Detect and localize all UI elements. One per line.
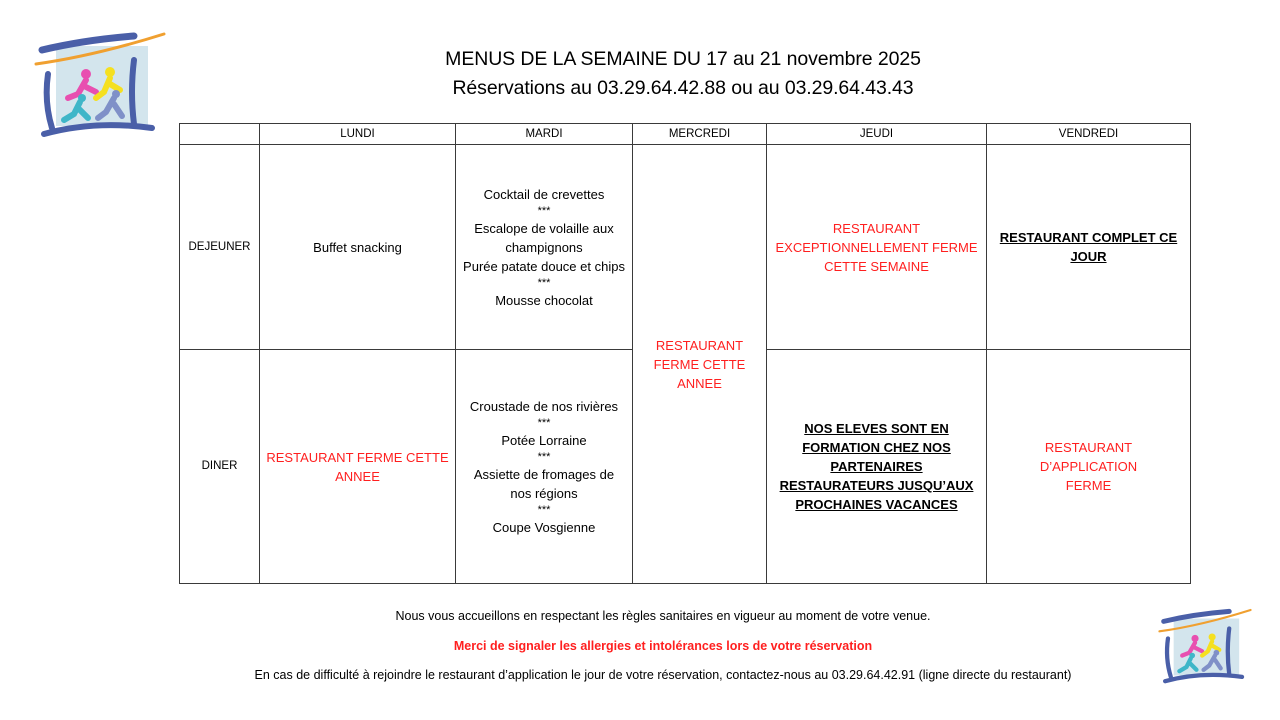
table-row-dejeuner — [180, 145, 1191, 350]
weekly-menu-table — [179, 123, 1191, 584]
column-header-mardi: MARDI — [456, 124, 633, 145]
cell-vendredi-diner: RESTAURANT D’APPLICATION FERME — [987, 350, 1191, 584]
sanitary-rules-note: Nous vous accueillons en respectant les règles sanitaires en vigueur au moment de votre venue. — [395, 609, 931, 623]
dish-starter: Croustade de nos rivières — [469, 398, 619, 414]
course-separator: *** — [537, 276, 551, 289]
allergy-notice: Merci de signaler les allergies et intolérances lors de votre réservation — [453, 639, 873, 653]
page-title: MENUS DE LA SEMAINE DU 17 au 21 novembre 2025 — [445, 48, 921, 70]
course-separator: *** — [537, 503, 551, 516]
cell-lundi-diner: RESTAURANT FERME CETTE ANNEE — [260, 350, 456, 584]
dish-side: Purée patate douce et chips — [463, 258, 625, 274]
dish-cheese: Assiette de fromages de nos régions — [473, 466, 615, 501]
column-header-vendredi: VENDREDI — [987, 124, 1191, 145]
school-restaurant-logo-icon — [34, 32, 166, 140]
cell-jeudi-diner — [767, 350, 987, 584]
table-header-row — [180, 124, 1191, 145]
cell-jeudi-dejeuner: RESTAURANT EXCEPTIONNELLEMENT FERME CETTE SEMAINE — [767, 145, 987, 350]
dish-main: Potée Lorraine — [501, 432, 587, 448]
cell-mardi-diner — [456, 350, 633, 584]
dish-dessert: Mousse chocolat — [495, 292, 593, 308]
restaurant-full-notice: RESTAURANT COMPLET CE JOUR — [999, 230, 1178, 264]
course-separator: *** — [537, 204, 551, 217]
row-label-dejeuner: DEJEUNER — [180, 145, 260, 350]
dish-dessert: Coupe Vosgienne — [492, 519, 596, 535]
contact-note: En cas de difficulté à rejoindre le restaurant d’application le jour de votre réservation, contactez-nous au 03.29.64.42.91 (ligne directe du restaurant) — [254, 668, 1072, 682]
row-label-diner: DINER — [180, 350, 260, 584]
course-separator: *** — [537, 450, 551, 463]
cell-lundi-dejeuner: Buffet snacking — [260, 145, 456, 350]
reservation-phones: Réservations au 03.29.64.42.88 ou au 03.29.64.43.43 — [452, 77, 914, 99]
dish-main: Escalope de volaille aux champignons — [474, 220, 614, 255]
course-separator: *** — [537, 416, 551, 429]
students-training-notice: NOS ELEVES SONT EN FORMATION CHEZ NOS PARTENAIRES RESTAURATEURS JUSQU’AUX PROCHAINES VACANCES — [779, 421, 974, 512]
dish-starter: Cocktail de crevettes — [483, 186, 605, 202]
column-header-lundi: LUNDI — [260, 124, 456, 145]
cell-mercredi-closed: RESTAURANT FERME CETTE ANNEE — [633, 145, 767, 584]
cell-vendredi-dejeuner — [987, 145, 1191, 350]
column-header-mercredi: MERCREDI — [633, 124, 767, 145]
cell-mardi-dejeuner — [456, 145, 633, 350]
column-header-empty — [180, 124, 260, 145]
school-restaurant-logo-icon — [1158, 606, 1252, 688]
column-header-jeudi: JEUDI — [767, 124, 987, 145]
